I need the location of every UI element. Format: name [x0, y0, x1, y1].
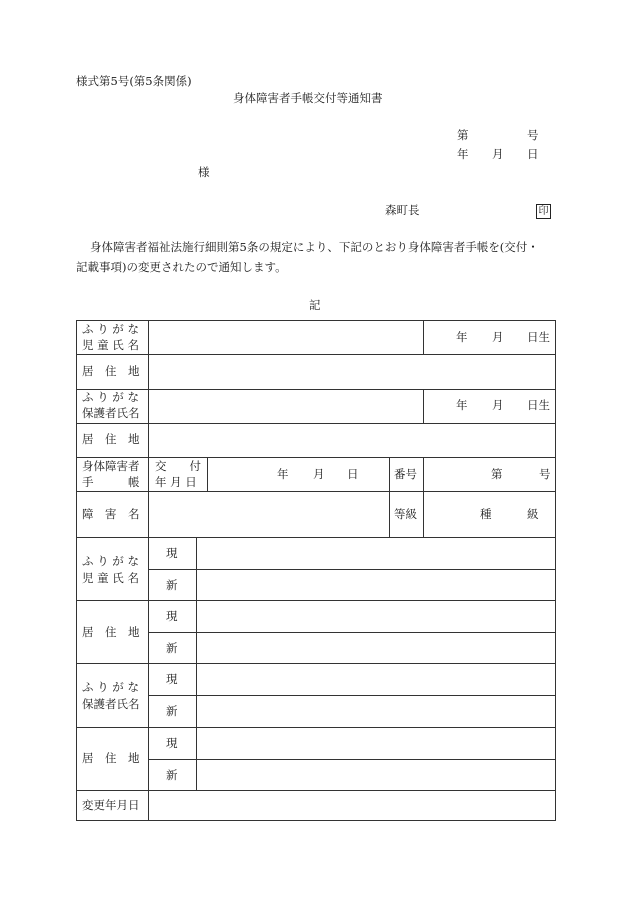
- issue-month: 月: [313, 467, 325, 481]
- guardian-birth-year: 年: [456, 398, 468, 412]
- addressee-suffix: 様: [198, 165, 210, 179]
- document-number-suffix: 号: [527, 128, 539, 142]
- document-number-prefix: 第: [457, 128, 469, 142]
- child-birth-day: 日生: [527, 330, 550, 344]
- change-guardian-name-label: 保護者氏名: [82, 697, 140, 711]
- techo-label-line1: 身体障害者: [82, 459, 140, 473]
- issuer-name: 森町長: [385, 203, 420, 217]
- change-guardian-current: 現: [166, 672, 178, 686]
- guardian-name-label: 保護者氏名: [82, 406, 140, 420]
- change-child-furigana-label: ふ り が な: [82, 554, 139, 568]
- change-child-residence-label: 居 住 地: [82, 625, 140, 639]
- issue-year: 年: [277, 467, 289, 481]
- disability-name-label: 障 害 名: [82, 507, 140, 521]
- ki-heading: 記: [309, 298, 321, 312]
- guardian-birth-month: 月: [492, 398, 504, 412]
- form-number: 様式第5号(第5条関係): [76, 74, 192, 88]
- grade-label: 等級: [394, 507, 417, 521]
- number-prefix: 第: [491, 467, 503, 481]
- change-guardian-residence-new: 新: [166, 768, 178, 782]
- issue-date-label-line1: 交 付: [155, 459, 201, 473]
- change-residence-new: 新: [166, 641, 178, 655]
- change-guardian-residence-label: 居 住 地: [82, 751, 140, 765]
- change-child-name-label: 児 童 氏 名: [82, 571, 139, 585]
- grade-type: 種: [480, 507, 492, 521]
- change-child-current: 現: [166, 546, 178, 560]
- guardian-furigana-label: ふ り が な: [82, 390, 139, 404]
- guardian-residence-label: 居 住 地: [82, 432, 140, 446]
- document-title: 身体障害者手帳交付等通知書: [233, 91, 383, 105]
- change-guardian-furigana-label: ふ り が な: [82, 680, 139, 694]
- change-residence-current: 現: [166, 609, 178, 623]
- child-birth-year: 年: [456, 330, 468, 344]
- guardian-birth-day: 日生: [527, 398, 550, 412]
- date-month: 月: [492, 147, 504, 161]
- date-year: 年: [457, 147, 469, 161]
- change-guardian-new: 新: [166, 704, 178, 718]
- date-day: 日: [527, 147, 539, 161]
- change-child-new: 新: [166, 578, 178, 592]
- issue-day: 日: [347, 467, 359, 481]
- body-line-2: 記載事項)の変更されたので通知します。: [76, 260, 287, 274]
- body-line-1: 身体障害者福祉法施行細則第5条の規定により、下記のとおり身体障害者手帳を(交付・: [90, 240, 539, 254]
- number-suffix: 号: [539, 467, 551, 481]
- grade-level: 級: [527, 507, 539, 521]
- change-date-label: 変更年月日: [82, 798, 140, 812]
- child-residence-label: 居 住 地: [82, 364, 140, 378]
- techo-label-line2: 手 帳: [82, 475, 140, 489]
- child-furigana-label: ふ り が な: [82, 322, 139, 336]
- change-guardian-residence-current: 現: [166, 736, 178, 750]
- child-birth-month: 月: [492, 330, 504, 344]
- number-label: 番号: [394, 467, 417, 481]
- child-name-label: 児 童 氏 名: [82, 338, 139, 352]
- seal-mark: 印: [536, 204, 551, 219]
- issue-date-label-line2: 年 月 日: [155, 475, 197, 489]
